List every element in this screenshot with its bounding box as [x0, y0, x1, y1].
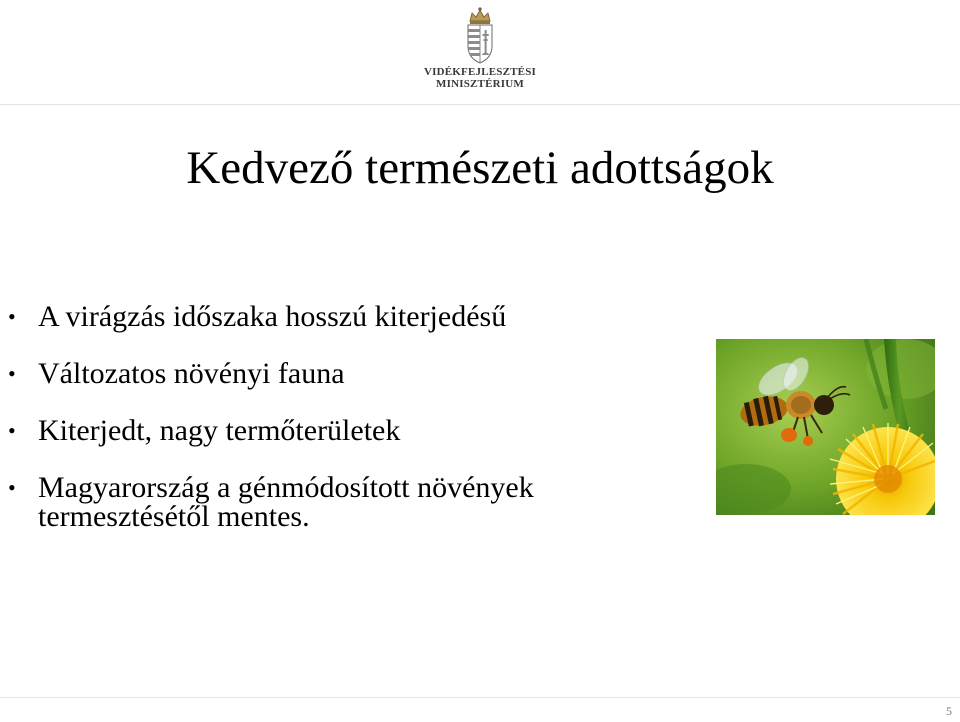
page-number: 5: [946, 704, 952, 718]
ministry-logo: [424, 6, 536, 96]
bullet-text: Kiterjedt, nagy termőterületek: [38, 414, 401, 447]
ministry-name-line-2: MINISZTÉRIUM: [436, 78, 524, 90]
bullet-item: [8, 302, 708, 331]
bullet-text: Magyarország a génmódosított növények termesztésétől mentes.: [38, 471, 534, 533]
footer-divider: [0, 697, 960, 698]
bee-photo-illustration: [716, 339, 935, 515]
bullet-dot-icon: •: [8, 304, 16, 329]
slide-title: Kedvező természeti adottságok: [186, 142, 774, 194]
bullet-item: [8, 359, 708, 388]
bullet-text: A virágzás időszaka hosszú kiterjedésű: [38, 300, 507, 333]
bullet-item: [8, 473, 708, 531]
bullet-list: [8, 302, 708, 531]
bee-on-dandelion-photo: [716, 339, 935, 515]
bullet-dot-icon: •: [8, 475, 16, 500]
header-divider: [0, 104, 960, 105]
hungarian-coat-of-arms-icon: [462, 6, 498, 66]
bullet-dot-icon: •: [8, 418, 16, 443]
bullet-dot-icon: •: [8, 361, 16, 386]
bullet-item: [8, 416, 708, 445]
ministry-name-line-1: VIDÉKFEJLESZTÉSI: [423, 66, 537, 78]
bullet-text: Változatos növényi fauna: [38, 357, 345, 390]
